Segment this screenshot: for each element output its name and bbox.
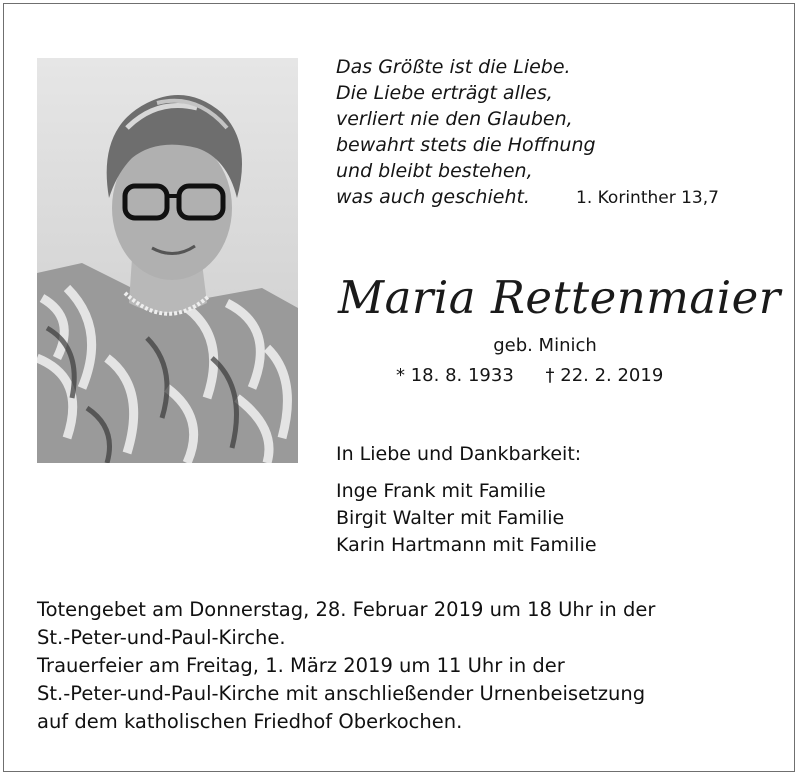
portrait-photo: [37, 58, 298, 463]
deceased-name: Maria Rettenmaier: [338, 271, 781, 324]
bible-verse: [336, 54, 756, 210]
portrait-image: [37, 58, 298, 463]
verse-line: Das Größte ist die Liebe.: [336, 56, 571, 78]
thanks-heading: In Liebe und Dankbarkeit:: [336, 443, 582, 465]
verse-line: und bleibt bestehen,: [336, 160, 533, 182]
notice-line: St.-Peter-und-Paul-Kirche.: [37, 626, 286, 649]
service-notice: [37, 596, 777, 736]
mourners-list: [336, 478, 597, 559]
verse-line: bewahrt stets die Hoffnung: [336, 134, 596, 156]
notice-line: Trauerfeier am Freitag, 1. März 2019 um 11 Uhr in der: [37, 654, 565, 677]
notice-line: Totengebet am Donnerstag, 28. Februar 2019 um 18 Uhr in der: [37, 598, 656, 621]
death-date: † 22. 2. 2019: [545, 365, 664, 386]
birth-name: geb. Minich: [493, 335, 597, 356]
verse-line: was auch geschieht.: [336, 186, 530, 208]
notice-line: St.-Peter-und-Paul-Kirche mit anschließender Urnenbeisetzung: [37, 682, 646, 705]
verse-line: verliert nie den Glauben,: [336, 108, 573, 130]
verse-line: Die Liebe erträgt alles,: [336, 82, 553, 104]
verse-reference: 1. Korinther 13,7: [576, 188, 719, 208]
birth-date: * 18. 8. 1933: [396, 365, 514, 386]
mourner-item: Inge Frank mit Familie: [336, 480, 546, 502]
mourner-item: Karin Hartmann mit Familie: [336, 534, 597, 556]
life-dates: [396, 364, 663, 388]
mourner-item: Birgit Walter mit Familie: [336, 507, 565, 529]
notice-line: auf dem katholischen Friedhof Oberkochen.: [37, 710, 463, 733]
